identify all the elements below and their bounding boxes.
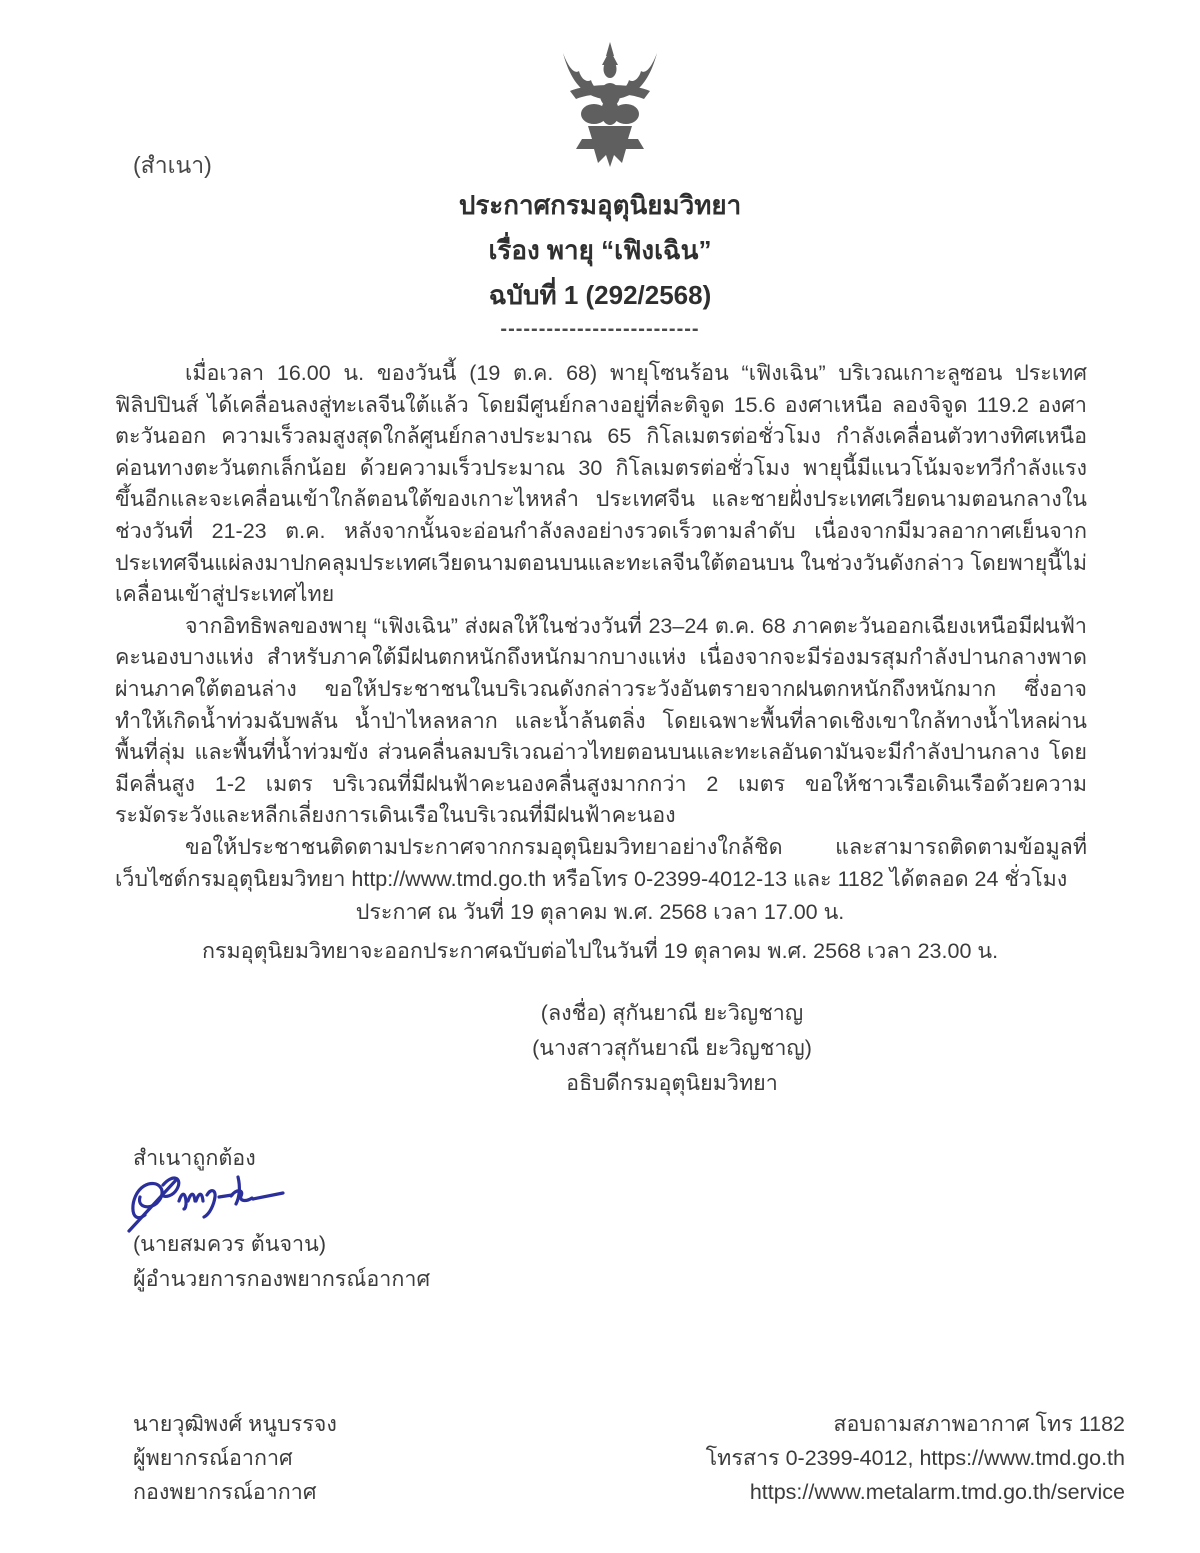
announcement-body [115, 358, 1087, 895]
signer-name: (นางสาวสุกันยาณี ยะวิญชาญ) [532, 1036, 812, 1060]
issue-number: ฉบับที่ 1 (292/2568) [488, 280, 712, 310]
certifier-title: ผู้อำนวยการกองพยากรณ์อากาศ [133, 1267, 431, 1291]
copy-label: (สำเนา) [133, 152, 212, 178]
forecaster-block [133, 1407, 337, 1509]
certifier-name: (นายสมควร ต้นจาน) [133, 1232, 326, 1256]
signer-title: อธิบดีกรมอุตุนิยมวิทยา [566, 1071, 778, 1095]
page-title: ประกาศกรมอุตุนิยมวิทยา [458, 190, 742, 220]
signed-by-line: (ลงชื่อ) สุกันยาณี ยะวิญชาญ [540, 1001, 804, 1025]
contact-fax-website-line: โทรสาร 0-2399-4012, https://www.tmd.go.th [705, 1446, 1125, 1470]
paragraph-impact-warning: จากอิทธิพลของพายุ “เฟิงเฉิน” ส่งผลให้ในช่วงวันที่ 23–24 ต.ค. 68 ภาคตะวันออกเฉียงเหนือมีฝนฟ้าคะนองบางแห่ง สำหรับภาคใต้มีฝนตกหนักถึงหนักมากบางแห่ง เนื่องจากจะมีร่องมรสุมกำลังปานกลางพาดผ่านภาคใต้ตอนล่าง ขอให้ประชาชนในบริเวณดังกล่าวระวังอันตรายจากฝนตกหนักถึงหนักมาก ซึ่งอาจทำให้เกิดน้ำท่วมฉับพลัน น้ำป่าไหลหลาก และน้ำล้นตลิ่ง โดยเฉพาะพื้นที่ลาดเชิงเขาใกล้ทางน้ำไหลผ่าน พื้นที่ลุ่ม และพื้นที่น้ำท่วมขัง ส่วนคลื่นลมบริเวณอ่าวไทยตอนบนและทะเลอันดามันจะมีกำลังปานกลาง โดยมีคลื่นสูง 1-2 เมตร บริเวณที่มีฝนฟ้าคะนองคลื่นสูงมากกว่า 2 เมตร ขอให้ชาวเรือเดินเรือด้วยความระมัดระวังและหลีกเลี่ยงการเดินเรือในบริเวณที่มีฝนฟ้าคะนอง [115, 613, 1087, 828]
issued-datetime-block [0, 893, 1200, 971]
certified-copy-label: สำเนาถูกต้อง [133, 1146, 256, 1170]
contact-phone-line: สอบถามสภาพอากาศ โทร 1182 [833, 1412, 1125, 1436]
forecaster-role: ผู้พยากรณ์อากาศ [133, 1446, 293, 1470]
forecaster-division: กองพยากรณ์อากาศ [133, 1480, 317, 1504]
garuda-emblem-icon [540, 40, 680, 174]
dashed-divider: -------------------------- [500, 318, 700, 340]
issued-at-line: ประกาศ ณ วันที่ 19 ตุลาคม พ.ศ. 2568 เวลา 17.00 น. [355, 900, 845, 924]
announcement-header [0, 190, 1200, 325]
subject-line: เรื่อง พายุ “เฟิงเฉิน” [488, 235, 712, 265]
signer-block [422, 996, 922, 1101]
paragraph-storm-status: เมื่อเวลา 16.00 น. ของวันนี้ (19 ต.ค. 68) พายุโซนร้อน “เฟิงเฉิน” บริเวณเกาะลูซอน ประเทศฟิลิปปินส์ ได้เคลื่อนลงสู่ทะเลจีนใต้แล้ว โดยมีศูนย์กลางอยู่ที่ละติจูด 15.6 องศาเหนือ ลองจิจูด 119.2 องศาตะวันออก ความเร็วลมสูงสุดใกล้ศูนย์กลางประมาณ 65 กิโลเมตรต่อชั่วโมง กำลังเคลื่อนตัวทางทิศเหนือค่อนทางตะวันตกเล็กน้อย ด้วยความเร็วประมาณ 30 กิโลเมตรต่อชั่วโมง พายุนี้มีแนวโน้มจะทวีกำลังแรงขึ้นอีกและจะเคลื่อนเข้าใกล้ตอนใต้ของเกาะไหหลำ ประเทศจีน และชายฝั่งประเทศเวียดนามตอนกลางในช่วงวันที่ 21-23 ต.ค. หลังจากนั้นจะอ่อนกำลังลงอย่างรวดเร็วตามลำดับ เนื่องจากมีมวลอากาศเย็นจากประเทศจีนแผ่ลงมาปกคลุมประเทศเวียดนามตอนบนและทะเลจีนใต้ตอนบน ในช่วงวันดังกล่าว โดยพายุนี้ไม่เคลื่อนเข้าสู่ประเทศไทย [115, 361, 1087, 607]
contact-service-url-line: https://www.metalarm.tmd.go.th/service [749, 1480, 1125, 1504]
next-issue-line: กรมอุตุนิยมวิทยาจะออกประกาศฉบับต่อไปในวันที่ 19 ตุลาคม พ.ศ. 2568 เวลา 23.00 น. [201, 939, 999, 963]
contact-block [706, 1407, 1125, 1509]
paragraph-follow-info: ขอให้ประชาชนติดตามประกาศจากกรมอุตุนิยมวิทยาอย่างใกล้ชิด และสามารถติดตามข้อมูลที่เว็บไซต์กรมอุตุนิยมวิทยา http://www.tmd.go.th หรือโทร 0-2399-4012-13 และ 1182 ได้ตลอด 24 ชั่วโมง [115, 834, 1087, 891]
forecaster-name: นายวุฒิพงศ์ หนูบรรจง [133, 1412, 337, 1436]
